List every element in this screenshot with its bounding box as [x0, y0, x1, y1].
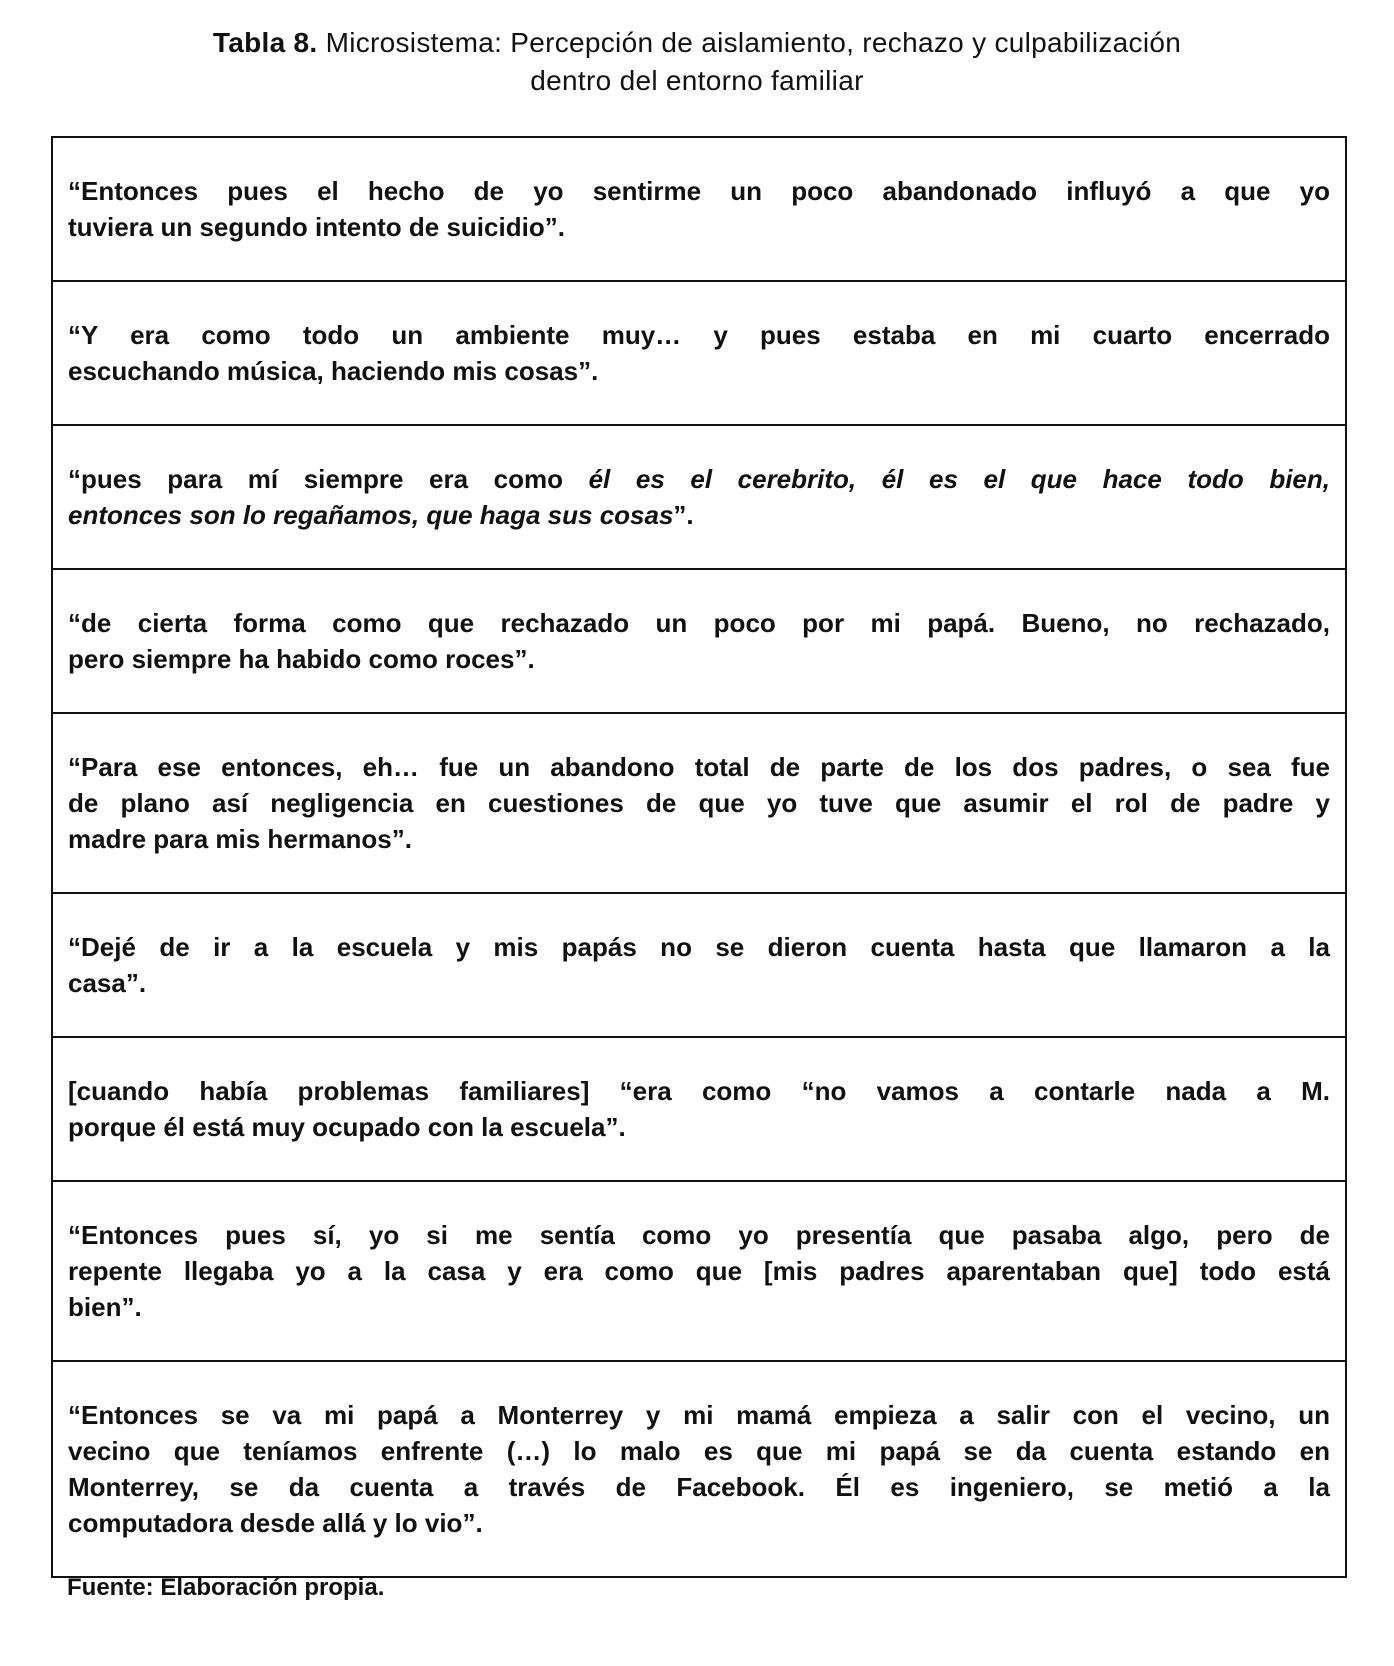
quote-line [68, 1109, 1330, 1145]
quote-line [68, 461, 1330, 497]
table-row [53, 1360, 1345, 1576]
quote-line [68, 1073, 1330, 1109]
quote-segment: computadora desde allá y lo vio”. [68, 1508, 483, 1538]
table-label: Tabla 8. [212, 27, 318, 58]
table-row [53, 424, 1345, 568]
quote-segment: bien”. [68, 1292, 142, 1322]
quote-line [68, 929, 1330, 965]
quote-line [68, 641, 1330, 677]
quote-line [68, 821, 1330, 857]
table-row [53, 280, 1345, 424]
quote-line [68, 1433, 1330, 1469]
quote-segment: “Entonces pues sí, yo si me sentía como yo presentía que pasaba algo, pero de [68, 1220, 1330, 1250]
quote-segment: “Y era como todo un ambiente muy… y pues estaba en mi cuarto encerrado [68, 320, 1330, 350]
quote-line [68, 209, 1330, 245]
quote-segment: escuchando música, haciendo mis cosas”. [68, 356, 599, 386]
quote-segment: porque él está muy ocupado con la escuela”. [68, 1112, 626, 1142]
quote-segment: “Entonces se va mi papá a Monterrey y mi mamá empieza a salir con el vecino, un [68, 1400, 1330, 1430]
quote-line [68, 1253, 1330, 1289]
quote-segment: Monterrey, se da cuenta a través de Facebook. Él es ingeniero, se metió a la [68, 1472, 1330, 1502]
quote-line [68, 1505, 1330, 1541]
table-row [53, 138, 1345, 280]
quote-segment: vecino que teníamos enfrente (…) lo malo es que mi papá se da cuenta estando en [68, 1436, 1330, 1466]
table-row [53, 1180, 1345, 1360]
quote-segment: casa”. [68, 968, 147, 998]
quote-line [68, 749, 1330, 785]
quote-segment: “Para ese entonces, eh… fue un abandono total de parte de los dos padres, o sea fue [68, 752, 1330, 782]
title-text: Microsistema: Percepción de aislamiento, rechazo y culpabilización [317, 27, 1182, 58]
quote-segment: “de cierta forma como que rechazado un poco por mi papá. Bueno, no rechazado, [68, 608, 1330, 638]
quote-segment: ”. [673, 500, 694, 530]
table-row [53, 568, 1345, 712]
quote-line [68, 965, 1330, 1001]
quote-italic-segment: él es el cerebrito, él es el que hace todo bien, [588, 464, 1331, 494]
quote-segment: tuviera un segundo intento de suicidio”. [68, 212, 565, 242]
quote-segment: “Entonces pues el hecho de yo sentirme un poco abandonado influyó a que yo [68, 176, 1330, 206]
quote-line [68, 785, 1330, 821]
quote-segment: pero siempre ha habido como roces”. [68, 644, 535, 674]
quote-segment: de plano así negligencia en cuestiones de que yo tuve que asumir el rol de padre y [68, 788, 1330, 818]
title-line-2: dentro del entorno familiar [530, 65, 864, 96]
quote-italic-segment: entonces son lo regañamos, que haga sus cosas [68, 500, 674, 530]
quote-segment: [cuando había problemas familiares] “era como “no vamos a contarle nada a M. [68, 1076, 1330, 1106]
table-row [53, 892, 1345, 1036]
quote-segment: “Dejé de ir a la escuela y mis papás no se dieron cuenta hasta que llamaron a la [68, 932, 1330, 962]
quote-line [68, 1397, 1330, 1433]
quote-line [68, 605, 1330, 641]
source-note: Fuente: Elaboración propia. [67, 1574, 385, 1601]
quote-line [68, 1289, 1330, 1325]
quotes-table [51, 136, 1347, 1578]
quote-segment: repente llegaba yo a la casa y era como que [mis padres aparentaban que] todo está [68, 1256, 1330, 1286]
quote-segment: “pues para mí siempre era como [68, 464, 589, 494]
quote-line [68, 317, 1330, 353]
quote-line [68, 497, 1330, 533]
quote-line [68, 1217, 1330, 1253]
quote-line [68, 173, 1330, 209]
title-line-1 [0, 24, 1394, 62]
table-row [53, 712, 1345, 892]
quote-line [68, 1469, 1330, 1505]
quote-segment: madre para mis hermanos”. [68, 824, 412, 854]
quote-line [68, 353, 1330, 389]
table-title [0, 24, 1394, 100]
table-row [53, 1036, 1345, 1180]
